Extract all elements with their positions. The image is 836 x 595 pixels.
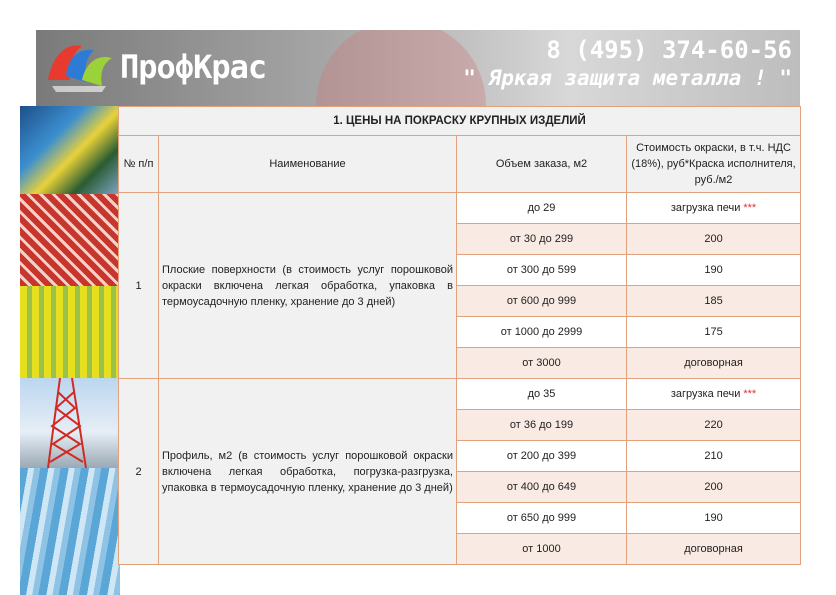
slogan: " Яркая защита металла ! ": [463, 66, 792, 90]
price-value: 200: [704, 233, 723, 245]
price-cell: [627, 348, 801, 379]
price-cell: [627, 255, 801, 286]
order-volume: от 36 до 199: [457, 410, 627, 441]
photo-strip: [20, 106, 120, 595]
phone-number: 8 (495) 374-60-56: [546, 36, 792, 64]
table-title: 1. ЦЕНЫ НА ПОКРАСКУ КРУПНЫХ ИЗДЕЛИЙ: [119, 107, 801, 136]
price-value: загрузка печи: [670, 202, 741, 214]
price-value: договорная: [684, 357, 743, 369]
order-volume: от 300 до 599: [457, 255, 627, 286]
column-header-price: Стоимость окраски, в т.ч. НДС (18%), руб*Краска исполнителя, руб./м2: [627, 136, 801, 193]
price-value: 200: [704, 481, 723, 493]
price-value: 190: [704, 512, 723, 524]
price-cell: [627, 472, 801, 503]
footnote-stars: ***: [743, 388, 757, 400]
tower-lattice: [20, 378, 120, 468]
palette-watermark: [316, 30, 486, 106]
price-value: 220: [704, 419, 723, 431]
brand-name: ПрофКрас: [120, 48, 267, 86]
price-value: загрузка печи: [670, 388, 741, 400]
price-cell: [627, 534, 801, 565]
order-volume: от 30 до 299: [457, 224, 627, 255]
table-row: [119, 379, 801, 410]
header-banner: [36, 30, 800, 106]
tower-photo: [20, 378, 120, 468]
item-description: Профиль, м2 (в стоимость услуг порошковой окраски включена легкая обработка, погрузка-разгрузка, упаковка в термоусадочную пленку, хранение до 3 дней): [159, 379, 457, 565]
footnote-stars: ***: [743, 202, 757, 214]
item-description: Плоские поверхности (в стоимость услуг порошковой окраски включена легкая обработка, упаковка в термоусадочную пленку, хранение до 3 дней): [159, 193, 457, 379]
order-volume: от 200 до 399: [457, 441, 627, 472]
order-volume: от 3000: [457, 348, 627, 379]
row-number: 1: [119, 193, 159, 379]
column-header-name: Наименование: [159, 136, 457, 193]
yellow-fence-photo: [20, 286, 120, 378]
factory-pipes-photo: [20, 106, 120, 194]
price-value: 175: [704, 326, 723, 338]
column-header-volume: Объем заказа, м2: [457, 136, 627, 193]
price-value: 190: [704, 264, 723, 276]
price-cell: [627, 286, 801, 317]
price-cell: [627, 224, 801, 255]
order-volume: от 600 до 999: [457, 286, 627, 317]
order-volume: от 650 до 999: [457, 503, 627, 534]
price-value: договорная: [684, 543, 743, 555]
price-cell: [627, 441, 801, 472]
order-volume: от 400 до 649: [457, 472, 627, 503]
column-header-num: № п/п: [119, 136, 159, 193]
price-value: 210: [704, 450, 723, 462]
price-cell: [627, 317, 801, 348]
price-cell: [627, 410, 801, 441]
order-volume: от 1000: [457, 534, 627, 565]
order-volume: до 35: [457, 379, 627, 410]
price-table-wrapper: [118, 106, 800, 566]
order-volume: от 1000 до 2999: [457, 317, 627, 348]
price-cell: [627, 193, 801, 224]
order-volume: до 29: [457, 193, 627, 224]
price-table: [118, 106, 801, 565]
price-cell: [627, 379, 801, 410]
table-row: [119, 193, 801, 224]
red-grating-photo: [20, 194, 120, 286]
row-number: 2: [119, 379, 159, 565]
parrot-logo-icon: [42, 36, 118, 102]
price-value: 185: [704, 295, 723, 307]
metal-sheet-photo: [20, 468, 120, 595]
price-cell: [627, 503, 801, 534]
